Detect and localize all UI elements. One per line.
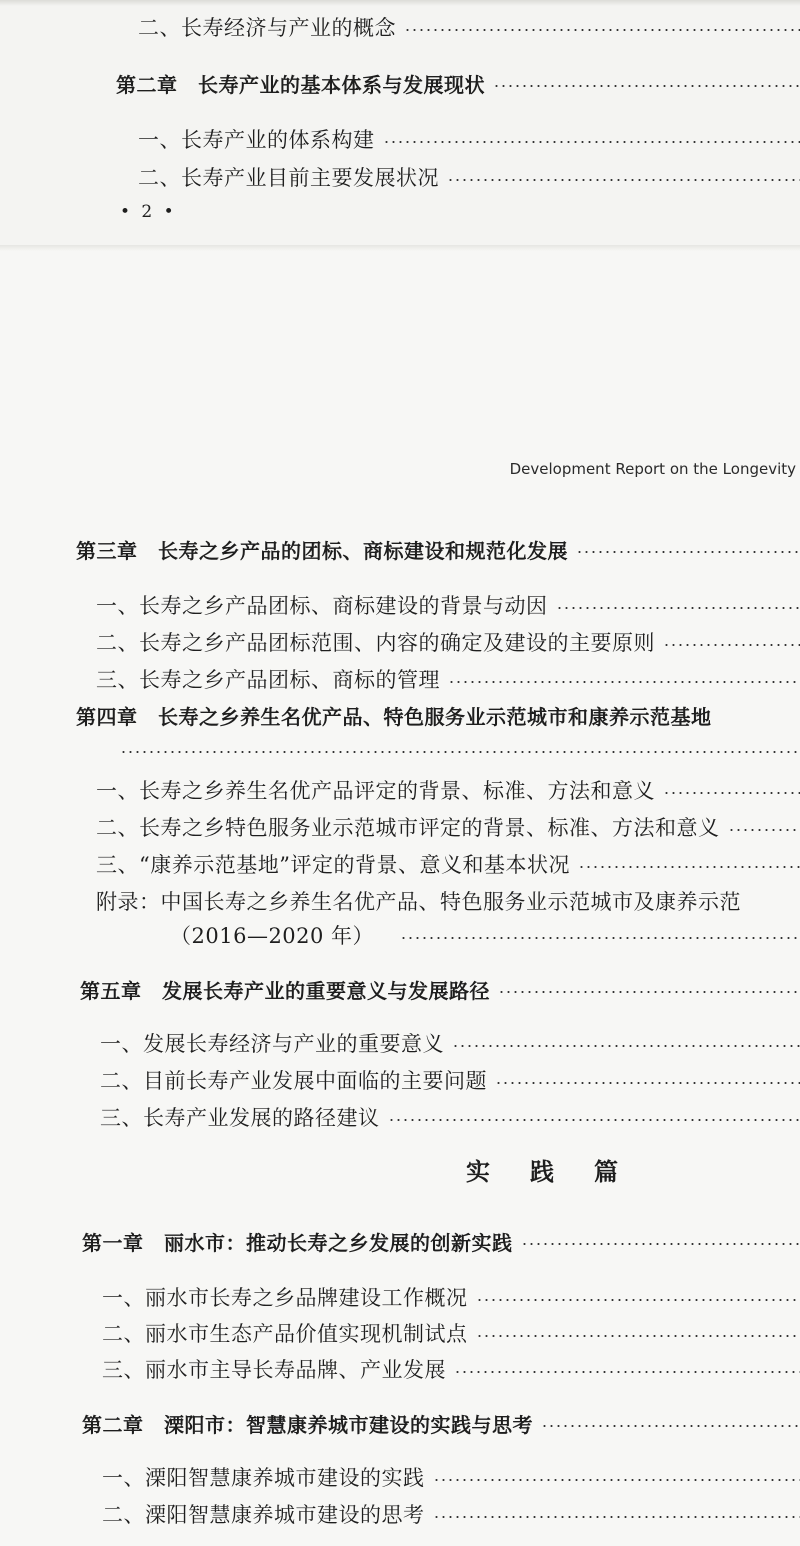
toc-entry-text: 二、溧阳智慧康养城市建设的思考 <box>102 1503 425 1527</box>
toc-entry <box>0 1460 800 1494</box>
toc-chapter-text: 第二章 长寿产业的基本体系与发展现状 <box>116 72 485 97</box>
toc-chapter-text: 第四章 长寿之乡养生名优产品、特色服务业示范城市和康养示范基地 <box>76 704 712 729</box>
dot-leader <box>663 792 800 794</box>
toc-entry-text: （2016—2020 年） <box>170 924 375 948</box>
dot-leader <box>541 1425 800 1427</box>
toc-chapter <box>0 532 800 566</box>
toc-entry-text: 二、目前长寿产业发展中面临的主要问题 <box>100 1069 487 1093</box>
toc-entry-text: 二、长寿经济与产业的概念 <box>138 16 396 40</box>
dot-leader <box>388 1119 800 1121</box>
dot-leader <box>576 551 800 553</box>
dot-leader <box>476 1299 800 1301</box>
toc-entry <box>0 662 800 696</box>
toc-entry-text: 一、长寿产业的体系构建 <box>138 128 375 152</box>
dot-leader <box>447 179 800 181</box>
toc-chapter-text: 第三章 长寿之乡产品的团标、商标建设和规范化发展 <box>76 538 568 563</box>
toc-entry <box>0 773 800 807</box>
toc-entry <box>0 1316 800 1350</box>
toc-chapter <box>0 1406 800 1440</box>
toc-entry-text: 一、长寿之乡产品团标、商标建设的背景与动因 <box>96 594 548 618</box>
toc-entry <box>0 810 800 844</box>
toc-entry-text: 附录：中国长寿之乡养生名优产品、特色服务业示范城市及康养示范 <box>96 890 741 914</box>
dot-leader <box>452 1045 800 1047</box>
toc-entry-text: 一、长寿之乡养生名优产品评定的背景、标准、方法和意义 <box>96 779 655 803</box>
toc-entry-text: 二、长寿产业目前主要发展状况 <box>138 166 439 190</box>
page-edge-shadow <box>0 245 800 251</box>
dot-leader <box>728 829 800 831</box>
toc-entry-text: 三、长寿之乡产品团标、商标的管理 <box>96 668 440 692</box>
page-number: • 2 • <box>120 202 177 222</box>
dot-leader <box>495 1082 800 1084</box>
toc-entry <box>0 588 800 622</box>
toc-entry <box>0 625 800 659</box>
section-heading: 实践篇 <box>466 1158 658 1186</box>
toc-entry-text: 一、发展长寿经济与产业的重要意义 <box>100 1032 444 1056</box>
toc-chapter <box>0 698 800 732</box>
dot-leader <box>493 85 800 87</box>
toc-entry <box>0 847 800 881</box>
toc-leader-line <box>0 732 800 766</box>
toc-entry-text: 三、长寿产业发展的路径建议 <box>100 1106 380 1130</box>
dot-leader <box>476 1335 800 1337</box>
upper-page <box>0 0 800 245</box>
toc-entry <box>0 122 800 156</box>
toc-chapter-text: 第五章 发展长寿产业的重要意义与发展路径 <box>80 978 490 1003</box>
toc-chapter <box>0 1224 800 1258</box>
toc-entry-text: 二、长寿之乡产品团标范围、内容的确定及建设的主要原则 <box>96 631 655 655</box>
toc-entry <box>0 1063 800 1097</box>
dot-leader <box>578 866 800 868</box>
dot-leader <box>663 644 800 646</box>
dot-leader <box>120 751 800 753</box>
toc-chapter <box>0 972 800 1006</box>
toc-entry <box>0 1352 800 1386</box>
dot-leader <box>433 1516 800 1518</box>
dot-leader <box>498 991 800 993</box>
toc-entry-text: 一、溧阳智慧康养城市建设的实践 <box>102 1466 425 1490</box>
running-header: Development Report on the Longevity <box>509 460 796 478</box>
toc-entry-text: 一、丽水市长寿之乡品牌建设工作概况 <box>102 1286 468 1310</box>
dot-leader <box>454 1371 800 1373</box>
toc-entry <box>0 1280 800 1314</box>
toc-entry <box>0 1100 800 1134</box>
toc-entry <box>0 1497 800 1531</box>
toc-entry <box>0 918 800 952</box>
dot-leader <box>521 1243 800 1245</box>
toc-entry <box>0 10 800 44</box>
toc-entry-text: 三、丽水市主导长寿品牌、产业发展 <box>102 1358 446 1382</box>
toc-entry-text: 二、丽水市生态产品价值实现机制试点 <box>102 1322 468 1346</box>
toc-entry <box>0 1026 800 1060</box>
dot-leader <box>404 29 800 31</box>
dot-leader <box>400 937 800 939</box>
page-edge-shadow <box>0 0 800 6</box>
toc-entry <box>0 884 800 918</box>
toc-entry <box>0 160 800 194</box>
dot-leader <box>556 607 800 609</box>
toc-chapter-text: 第二章 溧阳市：智慧康养城市建设的实践与思考 <box>82 1412 533 1437</box>
toc-entry-text: 三、“康养示范基地”评定的背景、意义和基本状况 <box>96 853 570 877</box>
toc-entry-text: 二、长寿之乡特色服务业示范城市评定的背景、标准、方法和意义 <box>96 816 720 840</box>
dot-leader <box>383 141 800 143</box>
toc-chapter <box>0 66 800 100</box>
dot-leader <box>448 681 800 683</box>
toc-chapter-text: 第一章 丽水市：推动长寿之乡发展的创新实践 <box>82 1230 513 1255</box>
dot-leader <box>433 1479 800 1481</box>
